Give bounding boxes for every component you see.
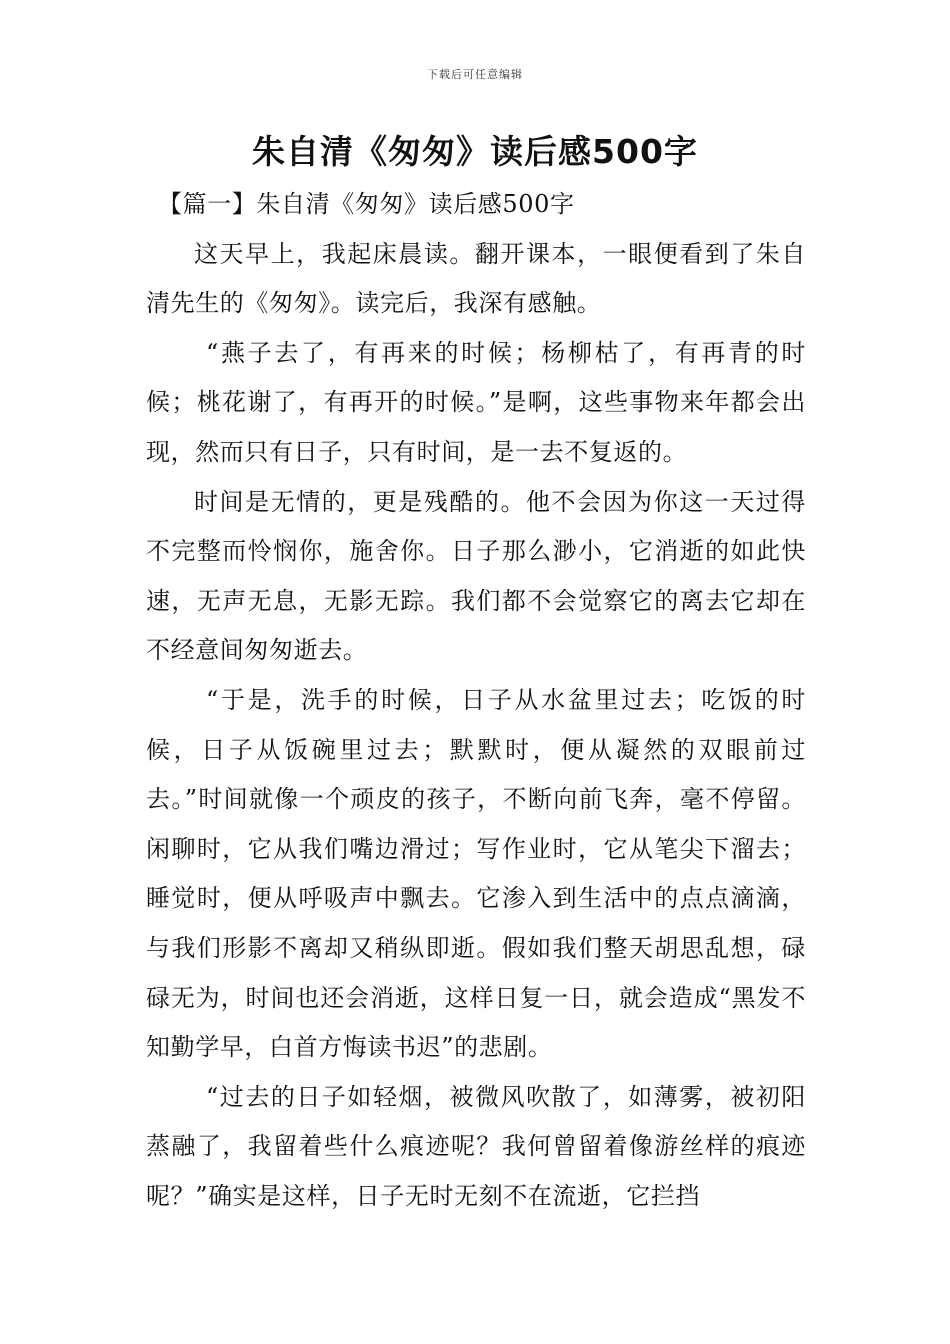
paragraph-5: “过去的日子如轻烟，被微风吹散了，如薄雾，被初阳蒸融了，我留着些什么痕迹呢？我何曾留着像游丝样的痕迹呢？”确实是这样，日子无时无刻不在流逝，它拦挡: [146, 1082, 806, 1210]
document-body: [146, 180, 806, 1221]
paragraph-2: “燕子去了，有再来的时候；杨柳枯了，有再青的时候；桃花谢了，有再开的时候。”是啊，这些事物来年都会出现，然而只有日子，只有时间，是一去不复返的。: [146, 338, 806, 466]
page-title: 朱自清《匆匆》读后感500字: [252, 132, 698, 171]
paragraph-3: 时间是无情的，更是残酷的。他不会因为你这一天过得不完整而怜悯你，施舍你。日子那么渺小，它消逝的如此快速，无声无息，无影无踪。我们都不会觉察它的离去它却在不经意间匆匆逝去。: [146, 487, 806, 665]
paragraph-1: 这天早上，我起床晨读。翻开课本，一眼便看到了朱自清先生的《匆匆》。读完后，我深有感触。: [146, 239, 806, 318]
header-note: 下载后可任意编辑: [427, 68, 523, 81]
section-heading: 【篇一】朱自清《匆匆》读后感500字: [158, 190, 575, 218]
paragraph-4: “于是，洗手的时候，日子从水盆里过去；吃饭的时候，日子从饭碗里过去；默默时，便从凝然的双眼前过去。”时间就像一个顽皮的孩子，不断向前飞奔，毫不停留。闲聊时，它从我们嘴边滑过；写作业时，它从笔尖下溜去；睡觉时，便从呼吸声中飘去。它渗入到生活中的点点滴滴，与我们形影不离却又稍纵即逝。假如我们整天胡思乱想，碌碌无为，时间也还会消逝，这样日复一日，就会造成“黑发不知勤学早，白首方悔读书迟”的悲剧。: [146, 685, 806, 1062]
